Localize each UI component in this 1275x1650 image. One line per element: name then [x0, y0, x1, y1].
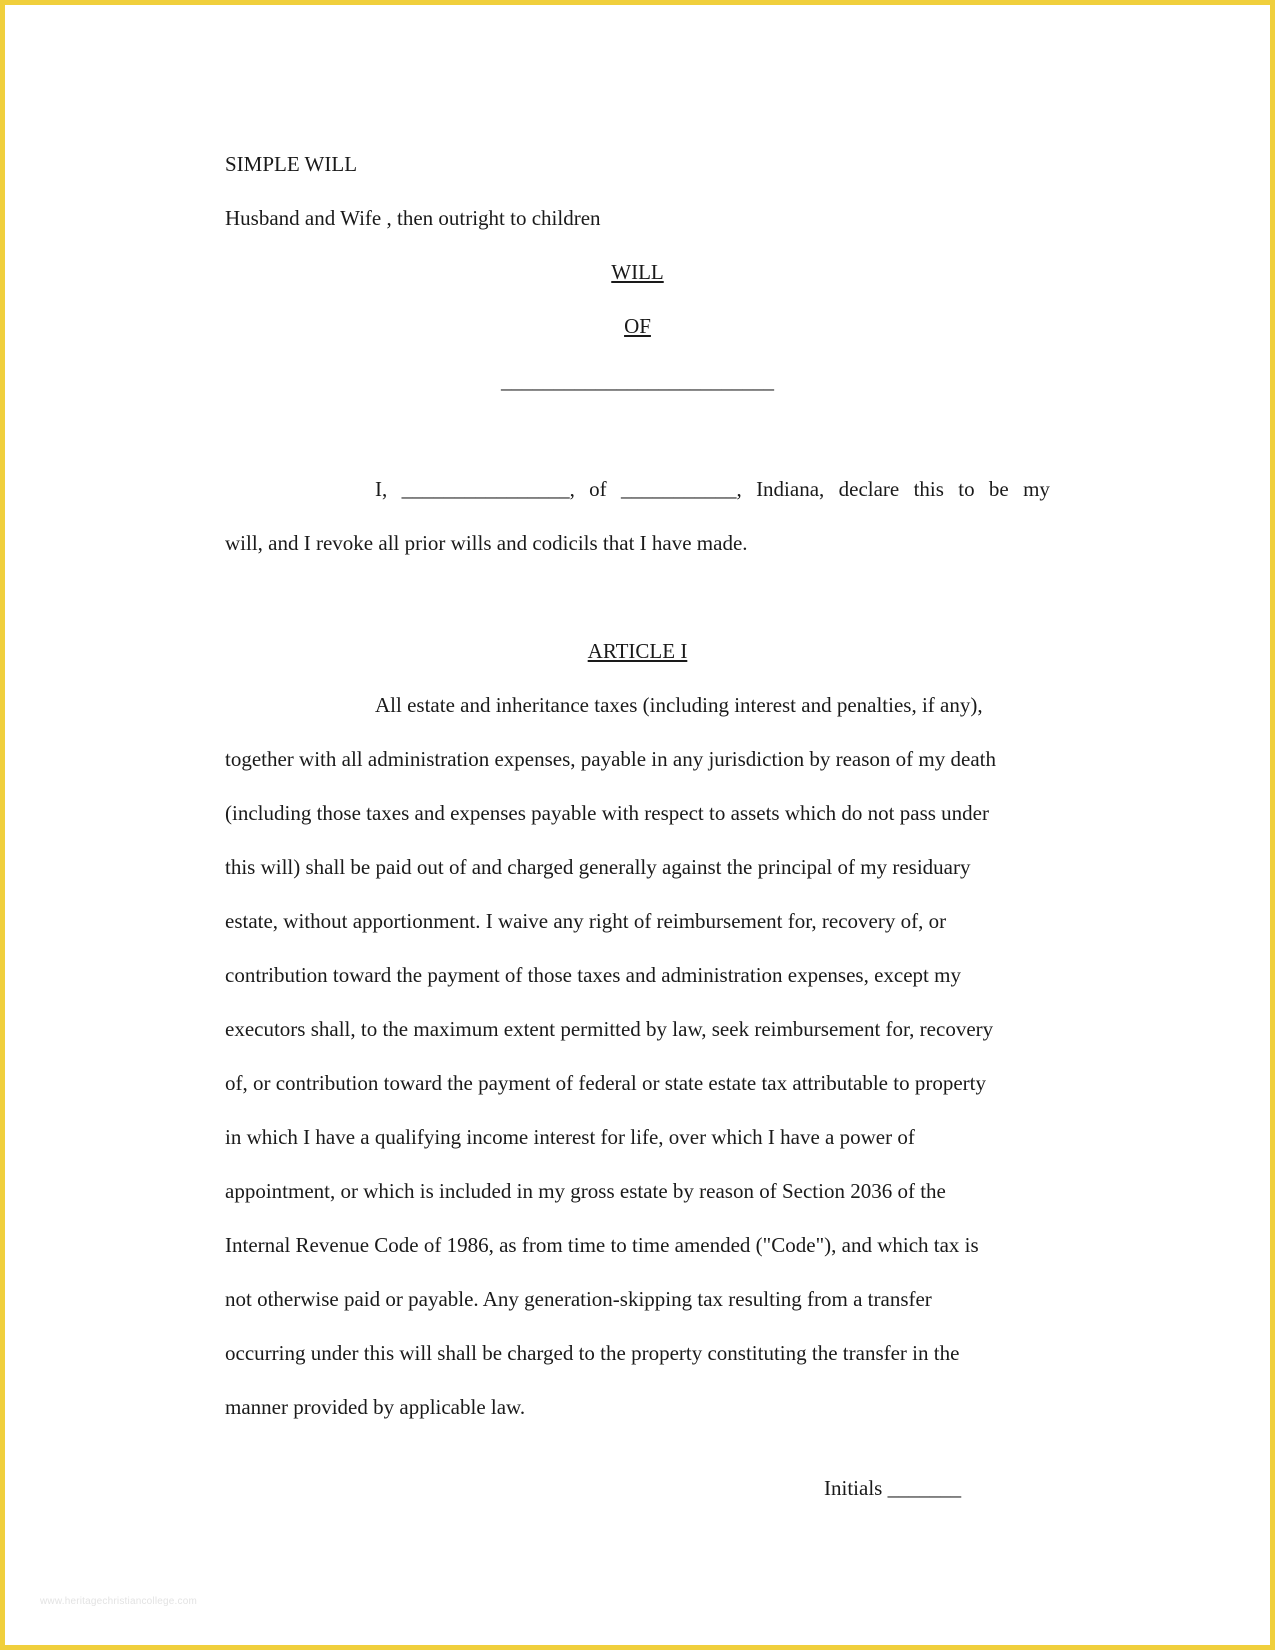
article-line: occurring under this will shall be charged to the property constituting the transfer in the: [225, 1341, 960, 1365]
article-line: not otherwise paid or payable. Any generation-skipping tax resulting from a transfer: [225, 1287, 932, 1311]
article-line: contribution toward the payment of those taxes and administration expenses, except my: [225, 963, 961, 987]
header-label: SIMPLE WILL: [225, 152, 358, 176]
article-line: appointment, or which is included in my gross estate by reason of Section 2036 of the: [225, 1179, 946, 1203]
decl-word: to: [958, 477, 975, 501]
article-line: executors shall, to the maximum extent permitted by law, seek reimbursement for, recovery: [225, 1017, 994, 1041]
title-will-text: WILL: [611, 260, 664, 284]
title-line-will: [225, 259, 1050, 285]
article-line: of, or contribution toward the payment of federal or state estate tax attributable to property: [225, 1071, 986, 1095]
title-line-of: [225, 313, 1050, 339]
testator-name-blank: __________________________: [501, 369, 774, 393]
title-of-text: OF: [624, 314, 651, 338]
decl-word: this: [913, 477, 944, 501]
initials-field: Initials _______: [824, 1476, 962, 1500]
decl-city-blank: ___________,: [620, 477, 742, 501]
decl-word: I,: [375, 477, 388, 501]
article-line: All estate and inheritance taxes (including interest and penalties, if any),: [375, 693, 983, 717]
article-heading-text: ARTICLE I: [587, 639, 688, 663]
decl-word: be: [988, 477, 1009, 501]
article-line: Internal Revenue Code of 1986, as from time to time amended ("Code"), and which tax is: [225, 1233, 979, 1257]
declaration-line: [375, 476, 1050, 502]
document-subtitle: Husband and Wife , then outright to children: [225, 206, 601, 230]
declaration-continuation: will, and I revoke all prior wills and codicils that I have made.: [225, 531, 748, 555]
article-line: (including those taxes and expenses payable with respect to assets which do not pass under: [225, 801, 989, 825]
decl-word: declare: [838, 477, 900, 501]
decl-word: my: [1023, 477, 1050, 501]
article-line: in which I have a qualifying income interest for life, over which I have a power of: [225, 1125, 915, 1149]
decl-word: of: [589, 477, 607, 501]
article-line: manner provided by applicable law.: [225, 1395, 526, 1419]
article-line: together with all administration expenses, payable in any jurisdiction by reason of my death: [225, 747, 996, 771]
decl-name-blank: ________________,: [401, 477, 575, 501]
article-heading: [225, 638, 1050, 664]
article-line: estate, without apportionment. I waive any right of reimbursement for, recovery of, or: [225, 909, 947, 933]
article-line: this will) shall be paid out of and charged generally against the principal of my residuary: [225, 855, 971, 879]
watermark-text: www.heritagechristiancollege.com: [40, 1596, 198, 1607]
decl-word: Indiana,: [756, 477, 825, 501]
